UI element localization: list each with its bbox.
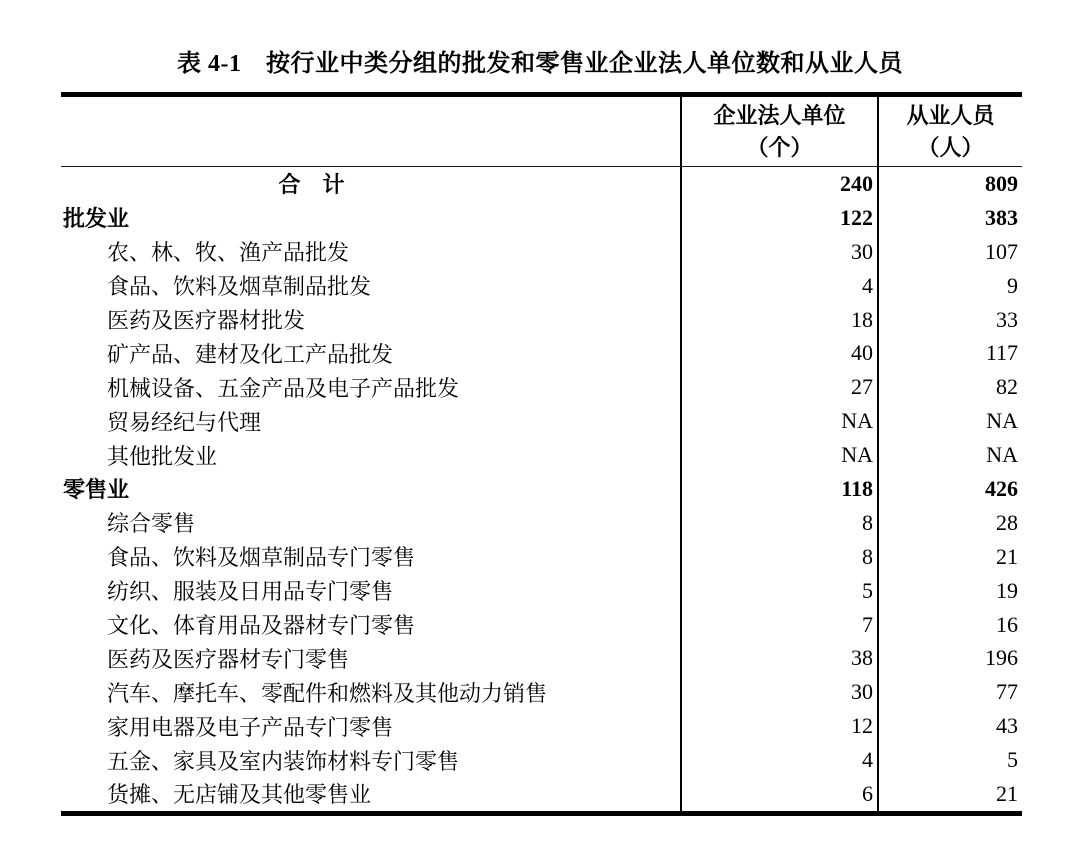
row-employees-value: 77 [877,675,1022,709]
row-employees-value: 9 [877,269,1022,303]
row-legal-units-value: 5 [680,574,877,608]
row-label: 零售业 [63,477,130,503]
row-label: 医药及医疗器材专门零售 [107,646,350,672]
table-row [61,608,1022,642]
table-row [61,743,1022,777]
header-employees-label: 从业人员 [906,102,995,128]
row-employees-value: 16 [877,608,1022,642]
table-row [61,438,1022,472]
row-label: 文化、体育用品及器材专门零售 [107,613,416,639]
table-row [61,709,1022,743]
row-employees-value: 21 [877,777,1022,811]
table-row [61,269,1022,303]
table-row [61,472,1022,506]
row-label: 食品、饮料及烟草制品批发 [107,274,372,300]
table-row [61,370,1022,404]
table-row [61,641,1022,675]
header-cell-legal-units [680,97,877,166]
row-legal-units-value: 40 [680,336,877,370]
row-label: 其他批发业 [107,443,218,469]
statistics-table [61,92,1022,816]
row-legal-units-value: 18 [680,303,877,337]
row-employees-value: 809 [877,167,1022,201]
table-row [61,235,1022,269]
header-cell-employees [877,97,1022,166]
row-employees-value: 28 [877,506,1022,540]
row-legal-units-value: 12 [680,709,877,743]
row-legal-units-value: 38 [680,641,877,675]
row-legal-units-value: 8 [680,506,877,540]
table-body [61,167,1022,811]
table-row [61,675,1022,709]
row-label: 矿产品、建材及化工产品批发 [107,341,394,367]
header-cell-industry [61,97,680,166]
row-legal-units-value: 30 [680,675,877,709]
table-row [61,303,1022,337]
row-legal-units-value: 118 [680,472,877,506]
row-label: 贸易经纪与代理 [107,409,262,435]
row-legal-units-value: 8 [680,540,877,574]
row-employees-value: NA [877,438,1022,472]
row-legal-units-value: 4 [680,743,877,777]
header-legal-units-unit: （个） [746,134,813,160]
row-legal-units-value: 27 [680,370,877,404]
row-employees-value: 107 [877,235,1022,269]
table-row [61,201,1022,235]
row-legal-units-value: 240 [680,167,877,201]
row-employees-value: 196 [877,641,1022,675]
row-employees-value: 19 [877,574,1022,608]
row-label: 纺织、服装及日用品专门零售 [107,579,394,605]
row-employees-value: 5 [877,743,1022,777]
row-legal-units-value: 122 [680,201,877,235]
row-legal-units-value: 30 [680,235,877,269]
table-row [61,167,1022,201]
row-label: 合 计 [278,172,345,198]
table-title: 表 4-1 按行业中类分组的批发和零售业企业法人单位数和从业人员 [177,51,903,77]
table-row [61,336,1022,370]
table-row [61,540,1022,574]
table-row [61,574,1022,608]
row-employees-value: 117 [877,336,1022,370]
row-label: 家用电器及电子产品专门零售 [107,714,394,740]
table-row [61,404,1022,438]
row-legal-units-value: NA [680,438,877,472]
table-row [61,506,1022,540]
row-employees-value: 33 [877,303,1022,337]
row-employees-value: NA [877,404,1022,438]
row-label: 食品、饮料及烟草制品专门零售 [107,545,416,571]
header-employees-unit: （人） [917,134,984,160]
row-label: 医药及医疗器材批发 [107,308,306,333]
row-legal-units-value: 6 [680,777,877,811]
row-employees-value: 383 [877,201,1022,235]
row-label: 汽车、摩托车、零配件和燃料及其他动力销售 [107,680,548,706]
row-label: 货摊、无店铺及其他零售业 [107,782,372,808]
table-header-row [61,97,1022,167]
row-employees-value: 21 [877,540,1022,574]
row-employees-value: 82 [877,370,1022,404]
row-legal-units-value: 4 [680,269,877,303]
row-legal-units-value: 7 [680,608,877,642]
header-legal-units-label: 企业法人单位 [713,102,846,128]
row-employees-value: 426 [877,472,1022,506]
row-label: 机械设备、五金产品及电子产品批发 [107,375,460,401]
row-label: 批发业 [63,206,130,232]
row-employees-value: 43 [877,709,1022,743]
table-row [61,777,1022,811]
row-label: 农、林、牧、渔产品批发 [107,240,350,266]
row-legal-units-value: NA [680,404,877,438]
row-label: 五金、家具及室内装饰材料专门零售 [107,748,460,774]
row-label: 综合零售 [107,511,196,537]
